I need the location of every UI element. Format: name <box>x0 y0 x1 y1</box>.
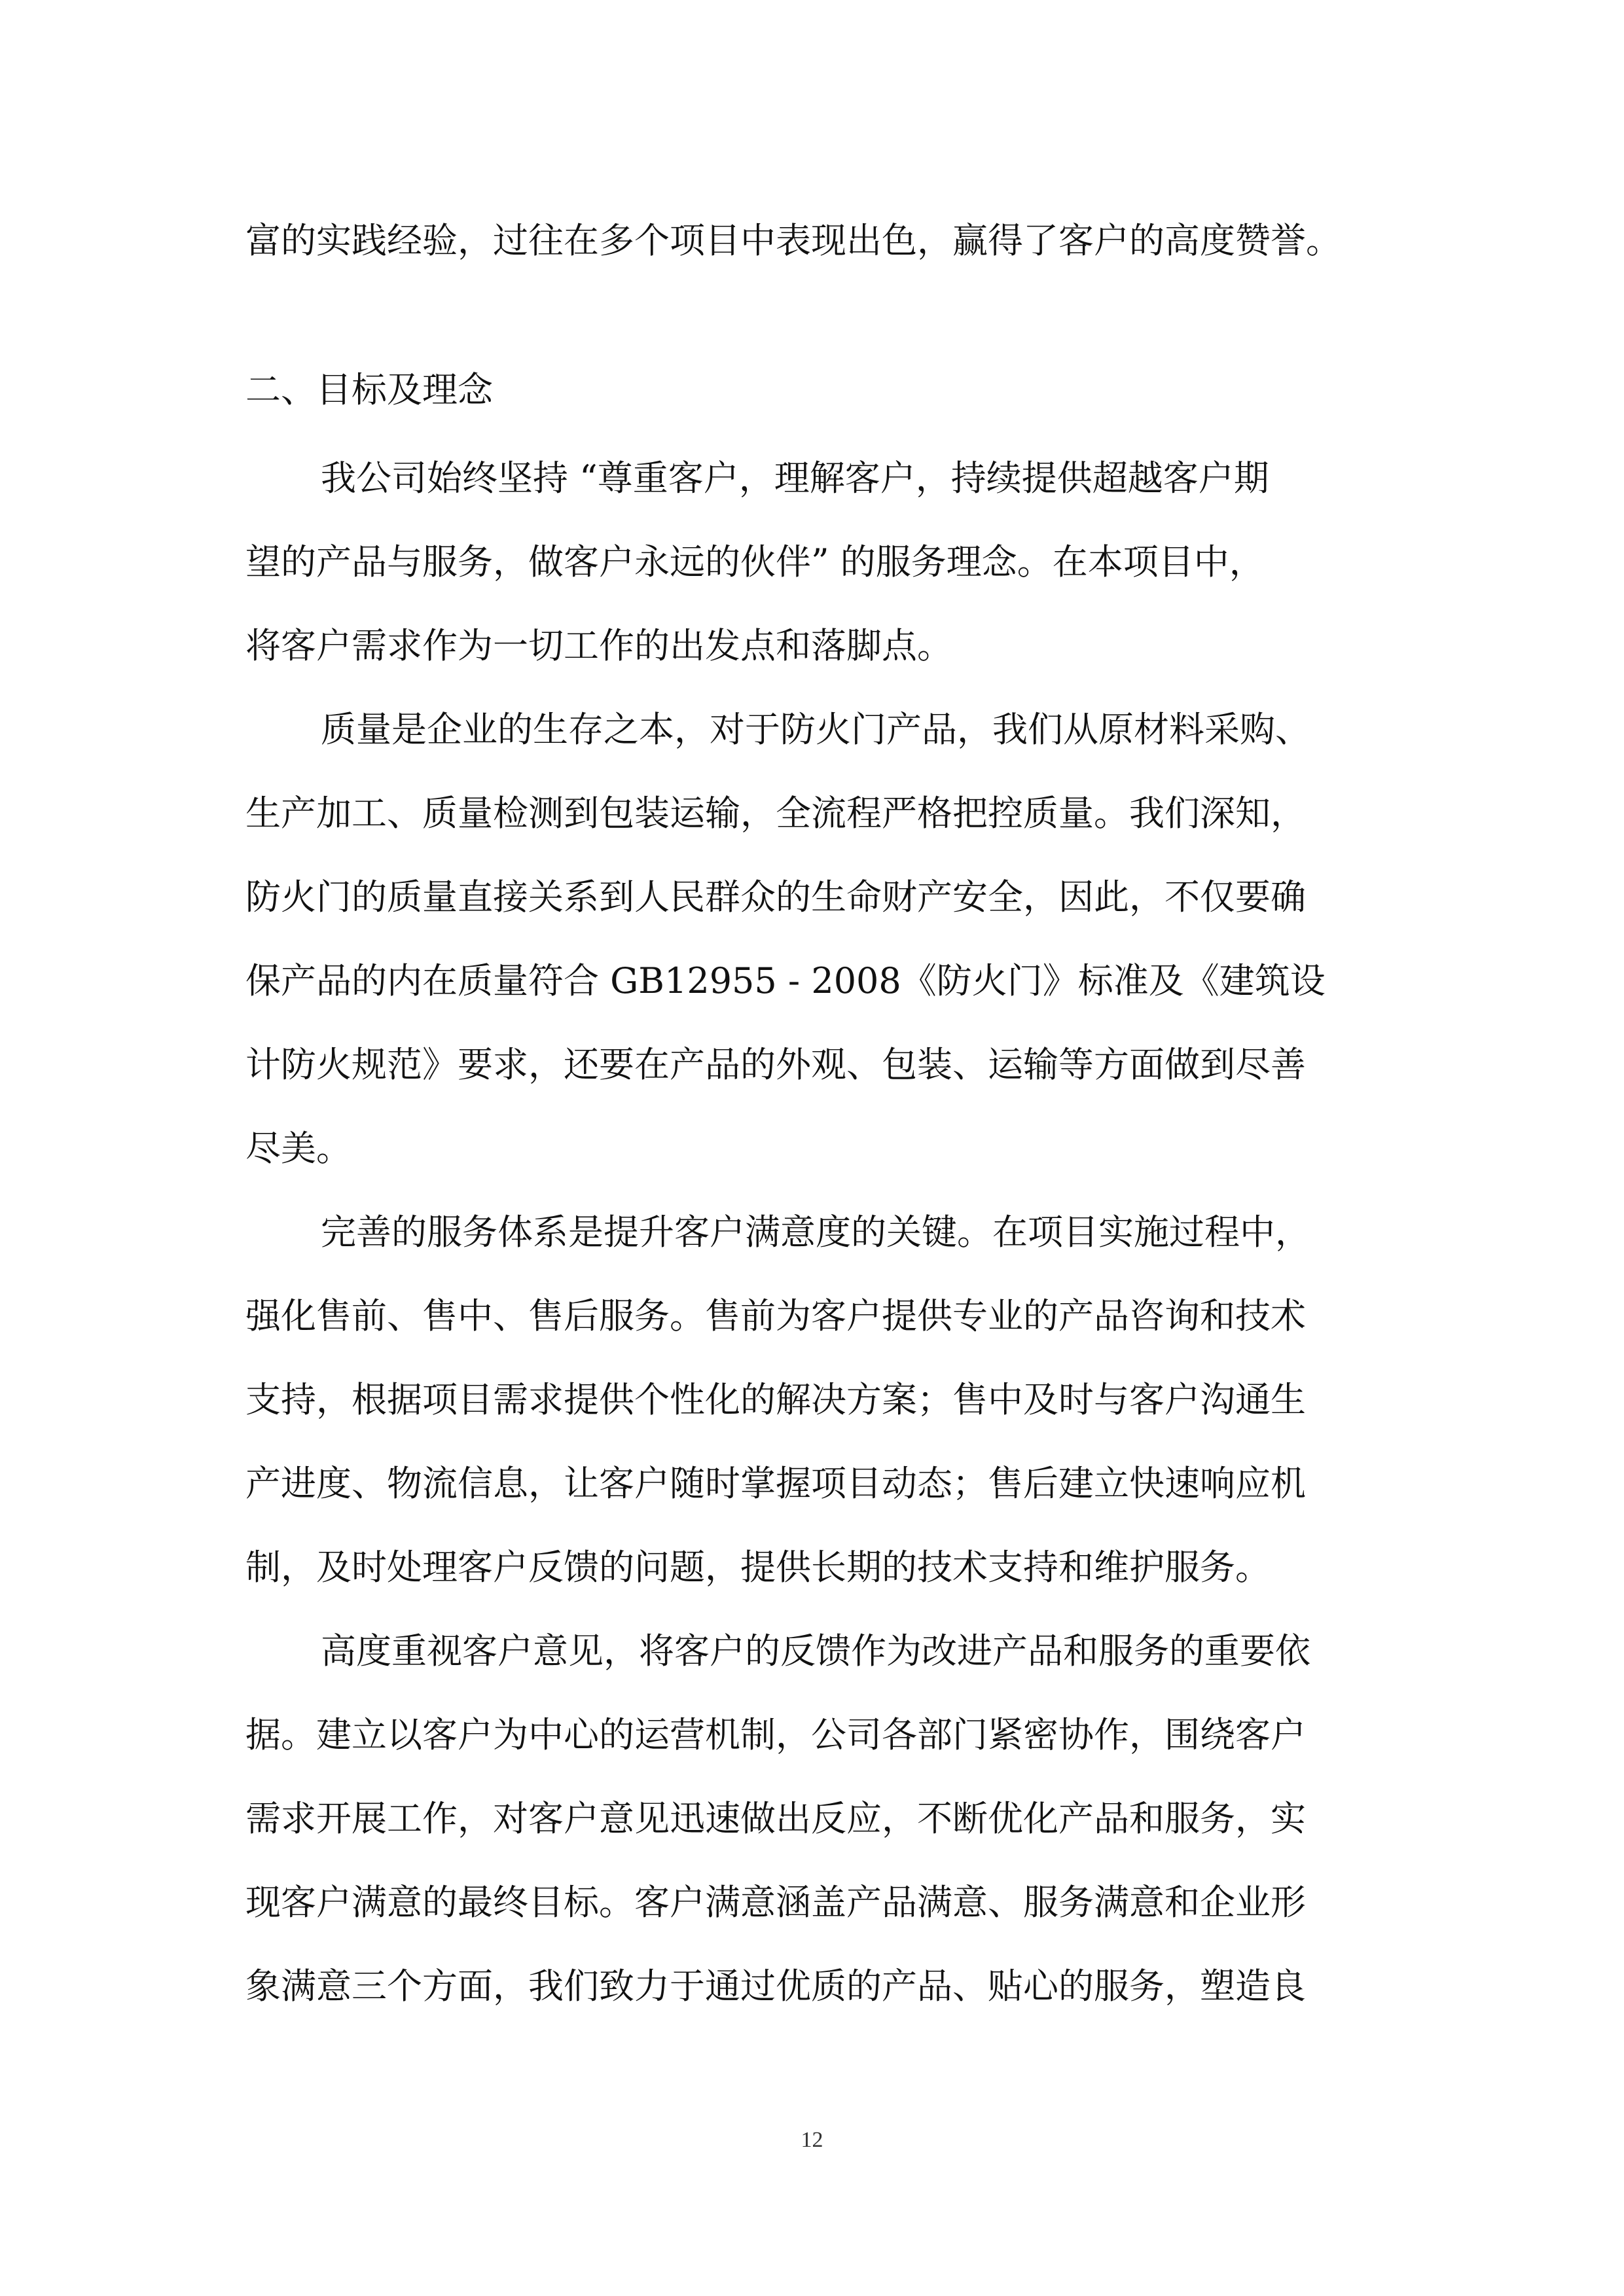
text-line: 尽美。 <box>245 1128 352 1169</box>
text-line: 生产加工、质量检测到包装运输，全流程严格把控质量。我们深知， <box>245 793 1306 834</box>
text-line: 高度重视客户意见，将客户的反馈作为改进产品和服务的重要依 <box>321 1630 1310 1672</box>
text-line: 强化售前、售中、售后服务。售前为客户提供专业的产品咨询和技术 <box>245 1295 1306 1336</box>
text-line: 象满意三个方面，我们致力于通过优质的产品、贴心的服务，塑造良 <box>245 1965 1306 2007</box>
text-line: 据。建立以客户为中心的运营机制，公司各部门紧密协作，围绕客户 <box>245 1714 1306 1755</box>
text-line: 制，及时处理客户反馈的问题，提供长期的技术支持和维护服务。 <box>245 1547 1271 1588</box>
section-heading: 二、目标及理念 <box>245 369 493 410</box>
text-line: 望的产品与服务，做客户永远的伙伴” 的服务理念。在本项目中， <box>245 541 1265 583</box>
text-line: 保产品的内在质量符合 GB12955 - 2008《防火门》标准及《建筑设 <box>245 960 1326 1001</box>
text-line: 完善的服务体系是提升客户满意度的关键。在项目实施过程中， <box>321 1211 1310 1253</box>
text-line: 需求开展工作，对客户意见迅速做出反应，不断优化产品和服务，实 <box>245 1798 1306 1839</box>
text-line: 我公司始终坚持 “尊重客户，理解客户，持续提供超越客户期 <box>321 457 1269 499</box>
text-line: 支持，根据项目需求提供个性化的解决方案；售中及时与客户沟通生 <box>245 1379 1306 1420</box>
text-line: 将客户需求作为一切工作的出发点和落脚点。 <box>245 625 952 666</box>
text-line: 现客户满意的最终目标。客户满意涵盖产品满意、服务满意和企业形 <box>245 1882 1306 1923</box>
text-line: 产进度、物流信息，让客户随时掌握项目动态；售后建立快速响应机 <box>245 1463 1306 1504</box>
text-line: 计防火规范》要求，还要在产品的外观、包装、运输等方面做到尽善 <box>245 1044 1306 1085</box>
text-line: 质量是企业的生存之本，对于防火门产品，我们从原材料采购、 <box>321 709 1310 750</box>
text-line: 防火门的质量直接关系到人民群众的生命财产安全，因此，不仅要确 <box>245 876 1306 918</box>
text-line-continuation: 富的实践经验，过往在多个项目中表现出色，赢得了客户的高度赞誉。 <box>245 220 1341 261</box>
page-number: 12 <box>801 2128 823 2152</box>
